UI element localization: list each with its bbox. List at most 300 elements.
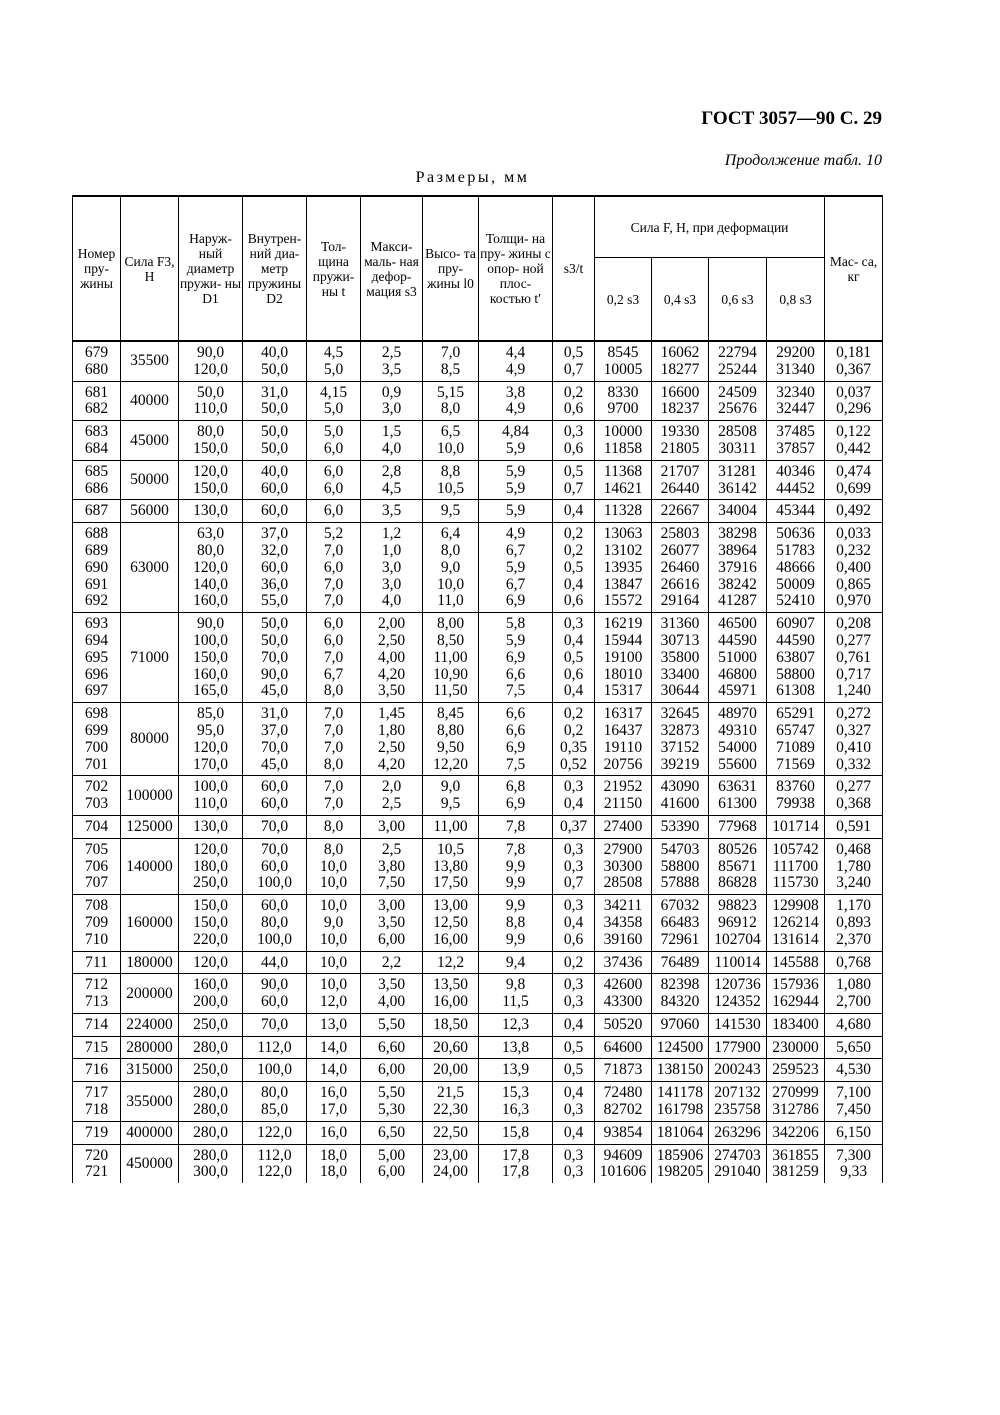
force-02-value: 11328 bbox=[603, 502, 643, 520]
spring-table bbox=[72, 195, 883, 1183]
ratio-value: 0,4 bbox=[563, 502, 584, 520]
inner-diameter-value: 80,0 bbox=[260, 913, 289, 931]
force-04-value: 26077 bbox=[660, 541, 700, 559]
max-deformation-value: 6,50 bbox=[377, 1123, 406, 1141]
force-04-value: 39219 bbox=[660, 755, 700, 773]
thickness-cell bbox=[307, 951, 361, 974]
spring-number-value: 696 bbox=[84, 665, 109, 683]
support-thickness-value: 5,9 bbox=[505, 439, 526, 457]
inner-diameter-value: 40,0 bbox=[260, 462, 289, 480]
height-value: 6,5 bbox=[440, 423, 461, 441]
mass-value: 0,474 bbox=[836, 462, 871, 480]
height-value: 11,0 bbox=[437, 592, 464, 610]
inner-diameter-value: 50,0 bbox=[260, 423, 289, 441]
height-cell bbox=[423, 381, 479, 421]
mass-cell bbox=[825, 1013, 883, 1036]
height-value: 11,00 bbox=[433, 648, 468, 666]
ratio-value: 0,5 bbox=[563, 1061, 584, 1079]
outer-diameter-value: 150,0 bbox=[193, 913, 228, 931]
support-thickness-cell bbox=[479, 460, 553, 500]
height-cell bbox=[423, 341, 479, 381]
force-f3-cell: 200000 bbox=[121, 974, 179, 1014]
ratio-value: 0,7 bbox=[563, 360, 584, 378]
ratio-value: 0,3 bbox=[563, 423, 584, 441]
ratio-cell bbox=[553, 1121, 595, 1144]
force-04-value: 26460 bbox=[660, 558, 700, 576]
outer-diameter-cell bbox=[179, 381, 243, 421]
thickness-value: 4,15 bbox=[319, 383, 348, 401]
force-06-cell bbox=[709, 381, 767, 421]
ratio-value: 0,3 bbox=[563, 1146, 584, 1164]
support-thickness-value: 9,4 bbox=[505, 953, 526, 971]
thickness-value: 10,0 bbox=[319, 857, 348, 875]
ratio-cell bbox=[553, 776, 595, 816]
max-deformation-cell bbox=[361, 951, 423, 974]
ratio-cell bbox=[553, 1013, 595, 1036]
force-08-cell bbox=[767, 1082, 825, 1122]
max-deformation-cell bbox=[361, 1121, 423, 1144]
thickness-value: 7,0 bbox=[323, 738, 344, 756]
force-08-value: 65747 bbox=[776, 721, 815, 739]
force-08-cell bbox=[767, 381, 825, 421]
force-02-value: 28508 bbox=[603, 874, 643, 892]
mass-value: 0,442 bbox=[836, 439, 871, 457]
force-08-value: 50009 bbox=[776, 575, 815, 593]
outer-diameter-value: 120,0 bbox=[193, 558, 228, 576]
inner-diameter-value: 50,0 bbox=[260, 631, 289, 649]
force-08-value: 29200 bbox=[776, 344, 815, 361]
force-06-value: 25676 bbox=[718, 400, 757, 418]
force-04-cell bbox=[652, 703, 709, 776]
support-thickness-value: 13,8 bbox=[501, 1038, 530, 1056]
force-04-value: 54703 bbox=[660, 840, 700, 858]
thickness-value: 5,0 bbox=[323, 423, 344, 441]
thickness-value: 5,2 bbox=[323, 525, 344, 543]
force-06-value: 207132 bbox=[714, 1084, 761, 1102]
inner-diameter-value: 70,0 bbox=[260, 648, 289, 666]
outer-diameter-cell bbox=[179, 703, 243, 776]
mass-cell bbox=[825, 421, 883, 461]
max-deformation-cell bbox=[361, 523, 423, 613]
force-06-value: 38964 bbox=[718, 541, 757, 559]
thickness-value: 7,0 bbox=[323, 795, 344, 813]
force-02-cell bbox=[595, 1082, 652, 1122]
inner-diameter-value: 70,0 bbox=[260, 840, 289, 858]
inner-diameter-cell bbox=[243, 460, 307, 500]
force-04-value: 16600 bbox=[660, 383, 700, 401]
force-08-value: 63807 bbox=[776, 648, 815, 666]
force-f3-cell: 56000 bbox=[121, 500, 179, 523]
table-row bbox=[73, 341, 883, 381]
outer-diameter-value: 280,0 bbox=[193, 1123, 228, 1141]
spring-number-value: 683 bbox=[84, 423, 109, 441]
inner-diameter-value: 50,0 bbox=[260, 615, 289, 633]
mass-cell bbox=[825, 703, 883, 776]
inner-diameter-cell bbox=[243, 523, 307, 613]
ratio-value: 0,3 bbox=[563, 857, 584, 875]
force-06-cell bbox=[709, 1036, 767, 1059]
force-06-value: 120736 bbox=[714, 976, 761, 994]
support-thickness-value: 6,8 bbox=[505, 778, 526, 796]
mass-cell bbox=[825, 974, 883, 1014]
force-08-value: 126214 bbox=[772, 913, 819, 931]
mass-value: 0,277 bbox=[836, 631, 871, 649]
ratio-value: 0,4 bbox=[563, 1084, 584, 1102]
force-06-cell bbox=[709, 895, 767, 951]
max-deformation-value: 6,60 bbox=[377, 1038, 406, 1056]
ratio-value: 0,2 bbox=[563, 705, 584, 723]
force-f3-cell: 355000 bbox=[121, 1082, 179, 1122]
force-04-cell bbox=[652, 613, 709, 703]
force-08-value: 37857 bbox=[776, 439, 815, 457]
spring-number-cell bbox=[73, 381, 121, 421]
col-header-f04: 0,4 s3 bbox=[652, 258, 709, 342]
max-deformation-value: 3,0 bbox=[381, 400, 402, 418]
outer-diameter-value: 120,0 bbox=[193, 462, 228, 480]
ratio-value: 0,6 bbox=[563, 400, 584, 418]
force-02-value: 8545 bbox=[607, 344, 639, 361]
col-header-f06: 0,6 s3 bbox=[709, 258, 767, 342]
max-deformation-value: 2,50 bbox=[377, 738, 406, 756]
max-deformation-cell bbox=[361, 1036, 423, 1059]
ratio-value: 0,2 bbox=[563, 541, 584, 559]
thickness-value: 10,0 bbox=[319, 874, 348, 892]
mass-value: 0,893 bbox=[836, 913, 871, 931]
ratio-value: 0,4 bbox=[563, 1015, 584, 1033]
force-08-cell bbox=[767, 776, 825, 816]
ratio-value: 0,4 bbox=[563, 575, 584, 593]
spring-number-cell bbox=[73, 460, 121, 500]
outer-diameter-cell bbox=[179, 1082, 243, 1122]
outer-diameter-cell bbox=[179, 1121, 243, 1144]
col-header-inner-diameter: Внутрен- ний диа- метр пружины D2 bbox=[243, 196, 307, 341]
inner-diameter-value: 85,0 bbox=[260, 1101, 289, 1119]
max-deformation-value: 3,50 bbox=[377, 682, 406, 700]
inner-diameter-value: 100,0 bbox=[257, 874, 292, 892]
force-08-value: 111700 bbox=[772, 857, 819, 875]
height-cell bbox=[423, 1013, 479, 1036]
mass-value: 3,240 bbox=[836, 874, 871, 892]
force-08-value: 129908 bbox=[772, 897, 819, 915]
force-02-value: 39160 bbox=[603, 930, 643, 948]
ratio-value: 0,6 bbox=[563, 665, 584, 683]
force-06-value: 48970 bbox=[718, 705, 757, 723]
mass-value: 0,296 bbox=[836, 400, 871, 418]
inner-diameter-cell bbox=[243, 703, 307, 776]
force-08-cell bbox=[767, 815, 825, 838]
table-row bbox=[73, 460, 883, 500]
force-f3-cell: 400000 bbox=[121, 1121, 179, 1144]
height-value: 11,00 bbox=[433, 817, 468, 835]
spring-number-value: 682 bbox=[84, 400, 109, 418]
inner-diameter-value: 40,0 bbox=[260, 344, 289, 361]
force-04-cell bbox=[652, 815, 709, 838]
support-thickness-cell bbox=[479, 341, 553, 381]
force-08-cell bbox=[767, 1036, 825, 1059]
mass-cell bbox=[825, 523, 883, 613]
mass-cell bbox=[825, 1036, 883, 1059]
max-deformation-value: 1,0 bbox=[381, 541, 402, 559]
outer-diameter-value: 90,0 bbox=[196, 615, 225, 633]
force-f3-cell: 80000 bbox=[121, 703, 179, 776]
max-deformation-value: 5,00 bbox=[377, 1146, 406, 1164]
height-value: 8,80 bbox=[436, 721, 465, 739]
spring-number-cell bbox=[73, 500, 121, 523]
force-08-value: 40346 bbox=[776, 462, 815, 480]
mass-value: 7,300 bbox=[836, 1146, 871, 1164]
height-value: 10,0 bbox=[436, 575, 465, 593]
outer-diameter-value: 130,0 bbox=[193, 817, 228, 835]
inner-diameter-cell bbox=[243, 613, 307, 703]
height-cell bbox=[423, 703, 479, 776]
max-deformation-value: 2,0 bbox=[381, 778, 402, 796]
support-thickness-cell bbox=[479, 1082, 553, 1122]
spring-number-cell bbox=[73, 421, 121, 461]
max-deformation-value: 5,50 bbox=[377, 1084, 406, 1102]
force-08-cell bbox=[767, 1013, 825, 1036]
force-06-cell bbox=[709, 341, 767, 381]
spring-number-value: 702 bbox=[84, 778, 109, 796]
inner-diameter-cell bbox=[243, 421, 307, 461]
force-08-value: 312786 bbox=[772, 1101, 819, 1119]
force-04-cell bbox=[652, 838, 709, 894]
force-08-value: 270999 bbox=[772, 1084, 819, 1102]
thickness-value: 6,0 bbox=[323, 558, 344, 576]
ratio-value: 0,3 bbox=[563, 897, 584, 915]
spring-number-value: 684 bbox=[84, 439, 109, 457]
max-deformation-value: 4,0 bbox=[381, 592, 402, 610]
spring-number-cell bbox=[73, 974, 121, 1014]
thickness-value: 18,0 bbox=[319, 1163, 348, 1181]
thickness-value: 5,0 bbox=[323, 360, 344, 378]
thickness-cell bbox=[307, 421, 361, 461]
spring-number-value: 706 bbox=[84, 857, 109, 875]
inner-diameter-value: 32,0 bbox=[260, 541, 289, 559]
spring-number-value: 714 bbox=[84, 1015, 109, 1033]
table-row bbox=[73, 523, 883, 613]
spring-number-value: 695 bbox=[84, 648, 109, 666]
support-thickness-cell bbox=[479, 523, 553, 613]
mass-cell bbox=[825, 341, 883, 381]
force-08-value: 145588 bbox=[772, 953, 819, 971]
force-02-value: 64600 bbox=[603, 1038, 643, 1056]
ratio-value: 0,2 bbox=[563, 525, 584, 543]
ratio-cell bbox=[553, 381, 595, 421]
force-04-cell bbox=[652, 1036, 709, 1059]
force-06-cell bbox=[709, 460, 767, 500]
ratio-value: 0,3 bbox=[563, 976, 584, 994]
spring-number-value: 717 bbox=[84, 1084, 109, 1102]
force-02-value: 101606 bbox=[599, 1163, 647, 1181]
thickness-value: 10,0 bbox=[319, 897, 348, 915]
force-08-value: 65291 bbox=[776, 705, 815, 723]
support-thickness-value: 9,9 bbox=[505, 857, 526, 875]
ratio-cell bbox=[553, 341, 595, 381]
spring-number-value: 703 bbox=[84, 795, 109, 813]
force-04-value: 181064 bbox=[656, 1123, 704, 1141]
support-thickness-cell bbox=[479, 776, 553, 816]
inner-diameter-cell bbox=[243, 895, 307, 951]
inner-diameter-cell bbox=[243, 1013, 307, 1036]
outer-diameter-value: 130,0 bbox=[193, 502, 228, 520]
support-thickness-cell bbox=[479, 1121, 553, 1144]
max-deformation-cell bbox=[361, 341, 423, 381]
max-deformation-value: 4,00 bbox=[377, 648, 406, 666]
force-08-cell bbox=[767, 460, 825, 500]
support-thickness-cell bbox=[479, 1036, 553, 1059]
force-04-value: 26440 bbox=[660, 479, 700, 497]
force-04-cell bbox=[652, 460, 709, 500]
thickness-value: 4,5 bbox=[323, 344, 344, 361]
thickness-value: 7,0 bbox=[323, 648, 344, 666]
force-04-value: 16062 bbox=[660, 344, 700, 361]
force-04-value: 84320 bbox=[660, 993, 700, 1011]
height-value: 22,50 bbox=[433, 1123, 468, 1141]
spring-number-cell bbox=[73, 1013, 121, 1036]
spring-number-value: 705 bbox=[84, 840, 109, 858]
force-08-cell bbox=[767, 1144, 825, 1183]
force-06-value: 37916 bbox=[718, 558, 757, 576]
force-08-value: 52410 bbox=[776, 592, 815, 610]
table-row bbox=[73, 1144, 883, 1183]
force-04-cell bbox=[652, 523, 709, 613]
mass-cell bbox=[825, 613, 883, 703]
outer-diameter-value: 160,0 bbox=[193, 592, 228, 610]
table-row bbox=[73, 776, 883, 816]
outer-diameter-value: 110,0 bbox=[193, 400, 228, 418]
ratio-value: 0,3 bbox=[563, 840, 584, 858]
outer-diameter-cell bbox=[179, 815, 243, 838]
table-row bbox=[73, 703, 883, 776]
force-02-value: 43300 bbox=[603, 993, 643, 1011]
height-value: 9,5 bbox=[440, 795, 461, 813]
height-cell bbox=[423, 523, 479, 613]
spring-number-value: 711 bbox=[85, 953, 108, 971]
force-f3-cell: 63000 bbox=[121, 523, 179, 613]
force-04-value: 37152 bbox=[660, 738, 700, 756]
max-deformation-cell bbox=[361, 421, 423, 461]
height-value: 7,0 bbox=[440, 344, 461, 361]
support-thickness-cell bbox=[479, 500, 553, 523]
force-02-value: 34358 bbox=[603, 913, 643, 931]
max-deformation-value: 3,5 bbox=[381, 502, 402, 520]
spring-number-cell bbox=[73, 776, 121, 816]
force-06-cell bbox=[709, 421, 767, 461]
outer-diameter-value: 250,0 bbox=[193, 874, 228, 892]
mass-cell bbox=[825, 500, 883, 523]
support-thickness-value: 3,8 bbox=[505, 383, 526, 401]
support-thickness-cell bbox=[479, 613, 553, 703]
support-thickness-value: 6,9 bbox=[505, 592, 526, 610]
force-06-value: 38298 bbox=[718, 525, 757, 543]
height-value: 10,5 bbox=[436, 479, 465, 497]
force-02-value: 21952 bbox=[603, 778, 643, 796]
max-deformation-cell bbox=[361, 838, 423, 894]
spring-number-cell bbox=[73, 1121, 121, 1144]
thickness-value: 7,0 bbox=[323, 592, 344, 610]
inner-diameter-value: 60,0 bbox=[260, 558, 289, 576]
mass-cell bbox=[825, 460, 883, 500]
outer-diameter-value: 250,0 bbox=[193, 1061, 228, 1079]
ratio-value: 0,2 bbox=[563, 383, 584, 401]
height-value: 6,4 bbox=[440, 525, 461, 543]
thickness-cell bbox=[307, 341, 361, 381]
force-f3-cell: 71000 bbox=[121, 613, 179, 703]
mass-cell bbox=[825, 1144, 883, 1183]
force-06-value: 55600 bbox=[718, 755, 757, 773]
force-06-value: 77968 bbox=[718, 817, 757, 835]
spring-number-cell bbox=[73, 1059, 121, 1082]
support-thickness-value: 6,9 bbox=[505, 795, 526, 813]
force-04-value: 43090 bbox=[660, 778, 700, 796]
force-02-cell bbox=[595, 951, 652, 974]
force-06-cell bbox=[709, 1059, 767, 1082]
outer-diameter-value: 150,0 bbox=[193, 439, 228, 457]
max-deformation-cell bbox=[361, 1059, 423, 1082]
inner-diameter-value: 50,0 bbox=[260, 439, 289, 457]
support-thickness-cell bbox=[479, 815, 553, 838]
max-deformation-cell bbox=[361, 1013, 423, 1036]
inner-diameter-cell bbox=[243, 1144, 307, 1183]
thickness-value: 10,0 bbox=[319, 976, 348, 994]
mass-value: 0,761 bbox=[836, 648, 871, 666]
force-06-cell bbox=[709, 703, 767, 776]
max-deformation-value: 6,00 bbox=[377, 1061, 406, 1079]
max-deformation-value: 6,00 bbox=[377, 1163, 406, 1181]
support-thickness-value: 4,4 bbox=[505, 344, 526, 361]
max-deformation-value: 3,0 bbox=[381, 575, 402, 593]
thickness-cell bbox=[307, 381, 361, 421]
height-cell bbox=[423, 500, 479, 523]
force-08-value: 50636 bbox=[776, 525, 815, 543]
table-row bbox=[73, 1013, 883, 1036]
force-02-value: 10000 bbox=[603, 423, 643, 441]
outer-diameter-cell bbox=[179, 1013, 243, 1036]
max-deformation-value: 4,0 bbox=[381, 439, 402, 457]
force-04-value: 29164 bbox=[660, 592, 700, 610]
mass-cell bbox=[825, 1121, 883, 1144]
thickness-cell bbox=[307, 895, 361, 951]
inner-diameter-value: 60,0 bbox=[260, 795, 289, 813]
height-cell bbox=[423, 974, 479, 1014]
force-02-cell bbox=[595, 500, 652, 523]
force-04-value: 32873 bbox=[660, 721, 700, 739]
inner-diameter-value: 100,0 bbox=[257, 1061, 292, 1079]
force-f3-cell: 40000 bbox=[121, 381, 179, 421]
force-06-cell bbox=[709, 1121, 767, 1144]
outer-diameter-value: 120,0 bbox=[193, 953, 228, 971]
outer-diameter-cell bbox=[179, 776, 243, 816]
force-06-value: 291040 bbox=[714, 1163, 761, 1181]
force-06-value: 85671 bbox=[718, 857, 757, 875]
max-deformation-value: 3,0 bbox=[381, 558, 402, 576]
mass-cell bbox=[825, 1082, 883, 1122]
support-thickness-value: 4,9 bbox=[505, 400, 526, 418]
force-08-value: 105742 bbox=[772, 840, 819, 858]
inner-diameter-value: 112,0 bbox=[257, 1038, 292, 1056]
force-02-value: 18010 bbox=[603, 665, 643, 683]
force-04-cell bbox=[652, 1013, 709, 1036]
mass-value: 2,370 bbox=[836, 930, 871, 948]
ratio-cell bbox=[553, 1036, 595, 1059]
force-04-value: 124500 bbox=[656, 1038, 704, 1056]
height-value: 10,90 bbox=[433, 665, 468, 683]
mass-value: 1,080 bbox=[836, 976, 871, 994]
dimensions-caption: Размеры, мм bbox=[415, 169, 530, 186]
outer-diameter-cell bbox=[179, 1144, 243, 1183]
outer-diameter-value: 220,0 bbox=[193, 930, 228, 948]
spring-number-cell bbox=[73, 895, 121, 951]
